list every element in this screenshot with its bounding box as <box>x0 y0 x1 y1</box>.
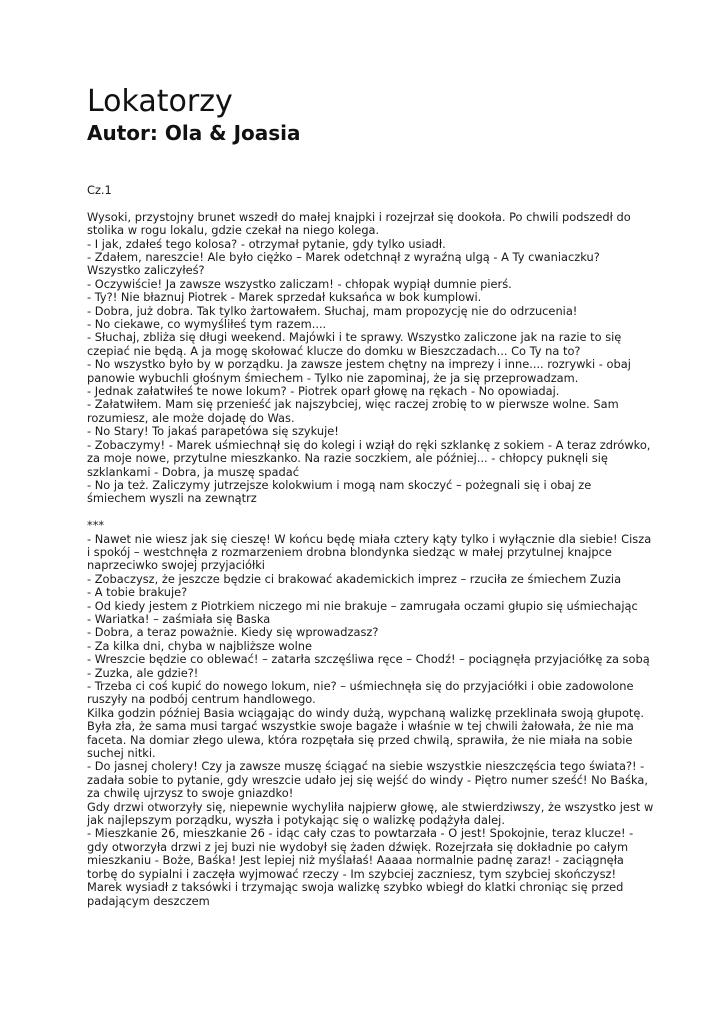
text-line: - Trzeba ci coś kupić do nowego lokum, nie? – uśmiechnęła się do przyjaciółki i obie zadowolone <box>87 679 634 693</box>
text-line: - Od kiedy jestem z Piotrkiem niczego mi nie brakuje – zamrugała oczami głupio się uśmiechając <box>87 598 638 613</box>
text-line: Marek wysiadł z taksówki i trzymając swoja walizkę szybko wbiegł do klatki chroniąc się przed <box>87 880 624 895</box>
text-line: za chwilę ujrzysz to swoje gniazdko! <box>87 786 294 801</box>
text-line: - Wariatka! – zaśmiała się Baska <box>87 611 271 626</box>
text-line: śmiechem wyszli na zewnątrz <box>87 491 257 506</box>
text-line: Wysoki, przystojny brunet wszedł do małej knajpki i rozejrzał się dookoła. Po chwili podszedł do <box>87 209 631 224</box>
document-author: Autor: Ola & Joasia <box>87 121 301 145</box>
section-separator: *** <box>87 518 105 533</box>
text-line: - Wreszcie będzie co oblewać! – zatarła szczęśliwa ręce – Chodź! – pociągnęła przyjaciółkę za sobą <box>87 652 650 667</box>
text-line: - Ty?! Nie błaznuj Piotrek - Marek sprzedał kuksańca w bok kumplowi. <box>87 290 482 305</box>
text-line: - Słuchaj, zbliża się długi weekend. Majówki i te sprawy. Wszystko zaliczone jak na razie to się <box>87 330 622 345</box>
text-line: szklankami - Dobra, ja muszę spadać <box>87 464 299 479</box>
text-line: - No Stary! To jakaś parapetówa się szykuje! <box>87 424 339 439</box>
text-line: stolika w rogu lokalu, gdzie czekał na niego kolega. <box>87 223 380 238</box>
section-2 <box>87 531 654 908</box>
text-line: faceta. Na domiar złego ulewa, która rozpętała się przed chwilą, sprawiła, że nie miała na sobie <box>87 732 633 747</box>
text-line: naprzeciwko swojej przyjaciółki <box>87 558 265 573</box>
text-line: panowie wybuchli głośnym śmiechem - Tylko nie zapominaj, że ja się przeprowadzam. <box>87 370 579 385</box>
text-line: - Za kilka dni, chyba w najbliższe wolne <box>87 638 313 653</box>
text-line: - No ja też. Zaliczymy jutrzejsze kolokwium i mogą nam skoczyć – pożegnali się i obaj ze <box>87 477 592 492</box>
text-line: Była zła, że sama musi targać wszystkie swoje bagaże i właśnie w tej chwili żałowała, że nie ma <box>87 719 634 734</box>
text-line: - Nawet nie wiesz jak się cieszę! W końcu będę miała cztery kąty tylko i wyłącznie dla siebie! Cisza <box>87 531 652 546</box>
part-heading: Cz.1 <box>87 183 112 197</box>
document-title: Lokatorzy <box>87 84 233 119</box>
text-line: - Zuzka, ale gdzie?! <box>87 665 199 680</box>
text-line: - Załatwiłem. Mam się przenieść jak najszybciej, więc raczej zrobię to w pierwsze wolne. Sam <box>87 397 619 412</box>
text-line: - Zdałem, nareszcie! Ale było ciężko – Marek odetchnął z wyraźną ulgą - A Ty cwaniaczku? <box>87 250 600 265</box>
text-line: rozumiesz, ale może dojadę do Was. <box>87 410 295 425</box>
text-line: mieszkaniu - Boże, Baśka! Jest lepiej niż myślałaś! Aaaaa normalnie padnę zaraz! - zaciągnęła <box>87 853 624 868</box>
text-line: ruszyły na podbój centrum handlowego. <box>87 692 316 707</box>
section-1 <box>87 209 651 506</box>
text-line: - Jednak załatwiłeś te nowe lokum? - Piotrek oparł głowę na rękach - No opowiadaj. <box>87 384 560 399</box>
text-line: - I jak, zdałeś tego kolosa? - otrzymał pytanie, gdy tylko usiadł. <box>87 236 446 251</box>
text-line: jak najlepszym porządku, wyszła i potykając się o walizkę podążyła dalej. <box>87 813 505 828</box>
text-line: za moje nowe, przytulne mieszkanko. Na razie soczkiem, ale później... - chłopcy puknęli się <box>87 451 608 466</box>
text-line: - Do jasnej cholery! Czy ja zawsze muszę ściągać na siebie wszystkie nieszczęścia tego świata?! - <box>87 759 645 774</box>
text-line: gdy otworzyła drzwi z jej buzi nie wydobył się żaden dźwięk. Rozejrzała się dokładnie po całym <box>87 839 629 854</box>
text-line: Kilka godzin później Basia wciągając do windy dużą, wypchaną walizkę przeklinała swoją głupotę. <box>87 705 645 720</box>
text-line: zadała sobie to pytanie, gdy wreszcie udało jej się wejść do windy - Piętro numer sześć! No Baśka, <box>87 772 648 787</box>
text-line: - No wszystko było by w porządku. Ja zawsze jestem chętny na imprezy i inne.... rozrywki - obaj <box>87 357 631 372</box>
text-line: - Dobra, a teraz poważnie. Kiedy się wprowadzasz? <box>87 625 379 640</box>
text-line: suchej nitki. <box>87 746 156 761</box>
text-line: Wszystko zaliczyłeś? <box>87 263 205 278</box>
text-line: - A tobie brakuje? <box>87 585 188 600</box>
text-line: czepiać nie będą. A ja mogę skołować klucze do domku w Bieszczadach... Co Ty na to? <box>87 343 581 358</box>
text-line: - Mieszkanie 26, mieszkanie 26 - idąc cały czas to powtarzała - O jest! Spokojnie, teraz klucze! - <box>87 826 634 841</box>
text-line: - Zobaczymy! - Marek uśmiechnął się do kolegi i wziął do ręki szklankę z sokiem - A teraz zdrówko, <box>87 437 651 452</box>
text-line: - Zobaczysz, że jeszcze będzie ci brakować akademickich imprez – rzuciła ze śmiechem Zuzia <box>87 571 622 586</box>
text-line: - Dobra, już dobra. Tak tylko żartowałem. Słuchaj, mam propozycję nie do odrzucenia! <box>87 303 578 318</box>
text-line: padającym deszczem <box>87 893 210 908</box>
text-line: i spokój – westchnęła z rozmarzeniem drobna blondynka siedząc w małej przytulnej knajpce <box>87 544 612 559</box>
text-line: - Oczywiście! Ja zawsze wszystko zaliczam! - chłopak wypiął dumnie pierś. <box>87 276 512 291</box>
text-line: torbę do sypialni i zaczęła wyjmować rzeczy - Im szybciej zaczniesz, tym szybciej skończysz! <box>87 866 617 881</box>
document-body <box>87 183 654 908</box>
text-line: Gdy drzwi otworzyły się, niepewnie wychyliła najpierw głowę, ale stwierdziwszy, że wszystko jest w <box>87 799 654 814</box>
text-line: - No ciekawe, co wymyśliłeś tym razem.... <box>87 317 327 332</box>
